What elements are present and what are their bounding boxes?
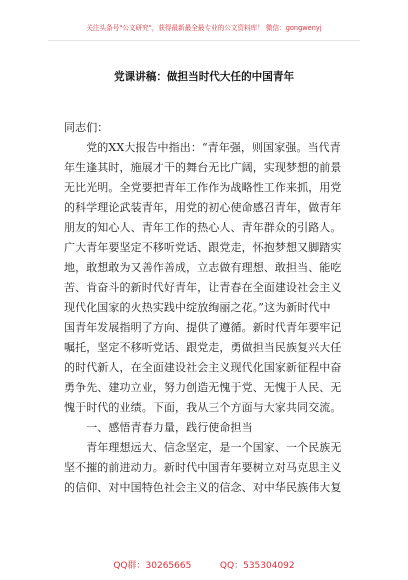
body-line: 苦、肯奋斗的新时代好青年，让青春在全面建设社会主义 xyxy=(64,281,342,294)
header-divider xyxy=(48,40,360,41)
document-body xyxy=(64,118,350,498)
footer-contact: QQ群：30265665 QQ：535304092 xyxy=(113,561,295,571)
section-heading: 一、感悟青春力量，践行使命担当 xyxy=(64,421,253,434)
body-line: 的信仰、对中国特色社会主义的信念、对中华民族伟大复 xyxy=(64,481,342,494)
body-line: 党的XX大报告中指出：“青年强，则国家强。当代青 xyxy=(64,141,341,154)
body-line: 地，敢想敢为又善作善成，立志做有理想、敢担当、能吃 xyxy=(64,261,342,274)
header-banner: 关注头条号"公文研究"，获得最新最全最专业的公文资料库！ 微信：gongwenyj xyxy=(86,24,322,32)
body-line: 现代化国家的火热实践中绽放绚丽之花。”这为新时代中 xyxy=(64,301,331,314)
body-line: 年生逢其时，施展才干的舞台无比广阔，实现梦想的前景 xyxy=(64,161,342,174)
body-line: 愧于时代的业绩。下面，我从三个方面与大家共同交流。 xyxy=(64,401,342,414)
body-line: 嘱托，坚定不移听党话、跟党走，勇做担当民族复兴大任 xyxy=(64,341,342,354)
body-line: 坚不摧的前进动力。新时代中国青年要树立对马克思主义 xyxy=(64,461,342,474)
body-line: 的时代新人，在全面建设社会主义现代化国家新征程中奋 xyxy=(64,361,342,374)
document-title: 党课讲稿：做担当时代大任的中国青年 xyxy=(113,71,295,83)
salutation: 同志们： xyxy=(64,121,109,134)
body-line: 无比光明。全党要把青年工作作为战略性工作来抓，用党 xyxy=(64,181,342,194)
body-line: 广大青年要坚定不移听党话、跟党走，怀抱梦想又脚踏实 xyxy=(64,241,342,254)
body-line: 朋友的知心人、青年工作的热心人、青年群众的引路人。 xyxy=(64,221,342,234)
body-line: 国青年发展指明了方向、提供了遵循。新时代青年要牢记 xyxy=(64,321,342,334)
body-line: 勇争先、建功立业，努力创造无愧于党、无愧于人民、无 xyxy=(64,381,342,394)
body-line: 的科学理论武装青年，用党的初心使命感召青年，做青年 xyxy=(64,201,342,214)
body-line: 青年理想远大、信念坚定，是一个国家、一个民族无 xyxy=(64,441,342,454)
